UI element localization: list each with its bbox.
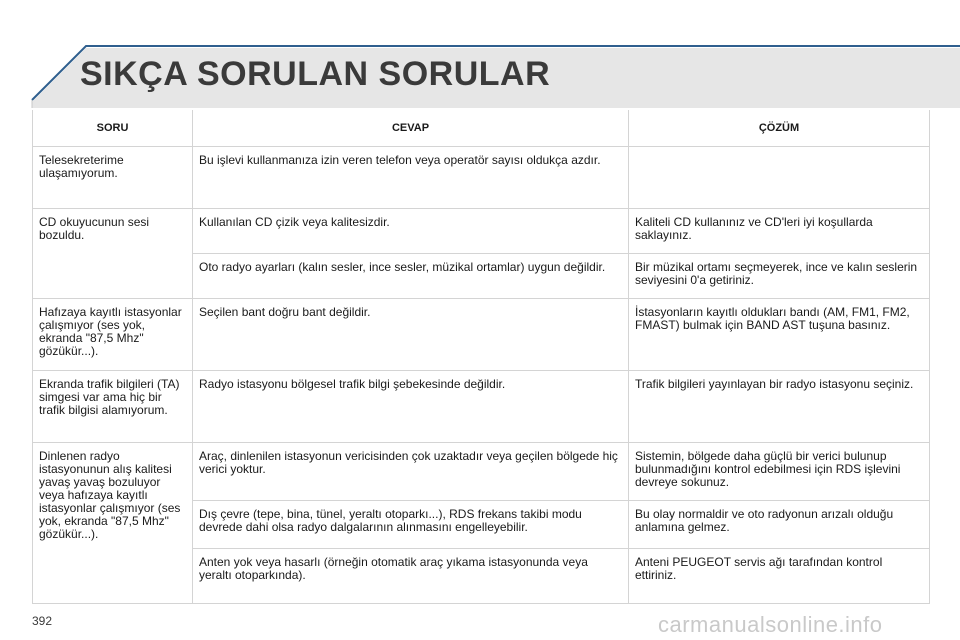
column-header-question: SORU <box>33 110 193 147</box>
table-row <box>33 443 930 501</box>
answer-cell: Bu işlevi kullanmanıza izin veren telefon veya operatör sayısı oldukça azdır. <box>193 147 629 209</box>
answer-cell: Dış çevre (tepe, bina, tünel, yeraltı otoparkı...), RDS frekans takibi modu devrede dahi olsa radyo dalgalarının alınmasını engelleyebilir. <box>193 501 629 549</box>
answer-cell: Anten yok veya hasarlı (örneğin otomatik araç yıkama istasyonunda veya yeraltı otoparkında). <box>193 549 629 604</box>
table-row <box>33 299 930 371</box>
question-cell: Hafızaya kayıtlı istasyonlar çalışmıyor (ses yok, ekranda "87,5 Mhz" gözükür...). <box>33 299 193 371</box>
solution-cell: Trafik bilgileri yayınlayan bir radyo istasyonu seçiniz. <box>629 371 930 443</box>
question-cell: CD okuyucunun sesi bozuldu. <box>33 209 193 299</box>
table-header-row <box>33 110 930 147</box>
solution-cell <box>629 147 930 209</box>
solution-cell: Bu olay normaldir ve oto radyonun arızalı olduğu anlamına gelmez. <box>629 501 930 549</box>
answer-cell: Seçilen bant doğru bant değildir. <box>193 299 629 371</box>
page-header <box>0 0 960 112</box>
column-header-answer: CEVAP <box>193 110 629 147</box>
question-cell: Dinlenen radyo istasyonunun alış kalitesi yavaş yavaş bozuluyor veya hafızaya kayıtlı istasyonlar çalışmıyor (ses yok, ekranda "87,5 Mhz" gözükür...). <box>33 443 193 604</box>
table-row <box>33 209 930 254</box>
watermark: carmanualsonline.info <box>658 612 883 637</box>
page-number: 392 <box>32 614 53 628</box>
table-row <box>33 371 930 443</box>
solution-cell: Sistemin, bölgede daha güçlü bir verici bulunup bulunmadığını kontrol edebilmesi için RDS işlevini devreye sokunuz. <box>629 443 930 501</box>
solution-cell: Kaliteli CD kullanınız ve CD'leri iyi koşullarda saklayınız. <box>629 209 930 254</box>
answer-cell: Radyo istasyonu bölgesel trafik bilgi şebekesinde değildir. <box>193 371 629 443</box>
faq-table <box>32 110 930 604</box>
question-cell: Ekranda trafik bilgileri (TA) simgesi var ama hiç bir trafik bilgisi alamıyorum. <box>33 371 193 443</box>
page-title: SIKÇA SORULAN SORULAR <box>80 55 551 93</box>
answer-cell: Araç, dinlenilen istasyonun vericisinden çok uzaktadır veya geçilen bölgede hiç verici yoktur. <box>193 443 629 501</box>
answer-cell: Oto radyo ayarları (kalın sesler, ince sesler, müzikal ortamlar) uygun değildir. <box>193 254 629 299</box>
solution-cell: Bir müzikal ortamı seçmeyerek, ince ve kalın seslerin seviyesini 0'a getiriniz. <box>629 254 930 299</box>
column-header-solution: ÇÖZÜM <box>629 110 930 147</box>
answer-cell: Kullanılan CD çizik veya kalitesizdir. <box>193 209 629 254</box>
question-cell: Telesekreterime ulaşamıyorum. <box>33 147 193 209</box>
solution-cell: İstasyonların kayıtlı oldukları bandı (AM, FM1, FM2, FMAST) bulmak için BAND AST tuşuna basınız. <box>629 299 930 371</box>
table-row <box>33 147 930 209</box>
solution-cell: Anteni PEUGEOT servis ağı tarafından kontrol ettiriniz. <box>629 549 930 604</box>
